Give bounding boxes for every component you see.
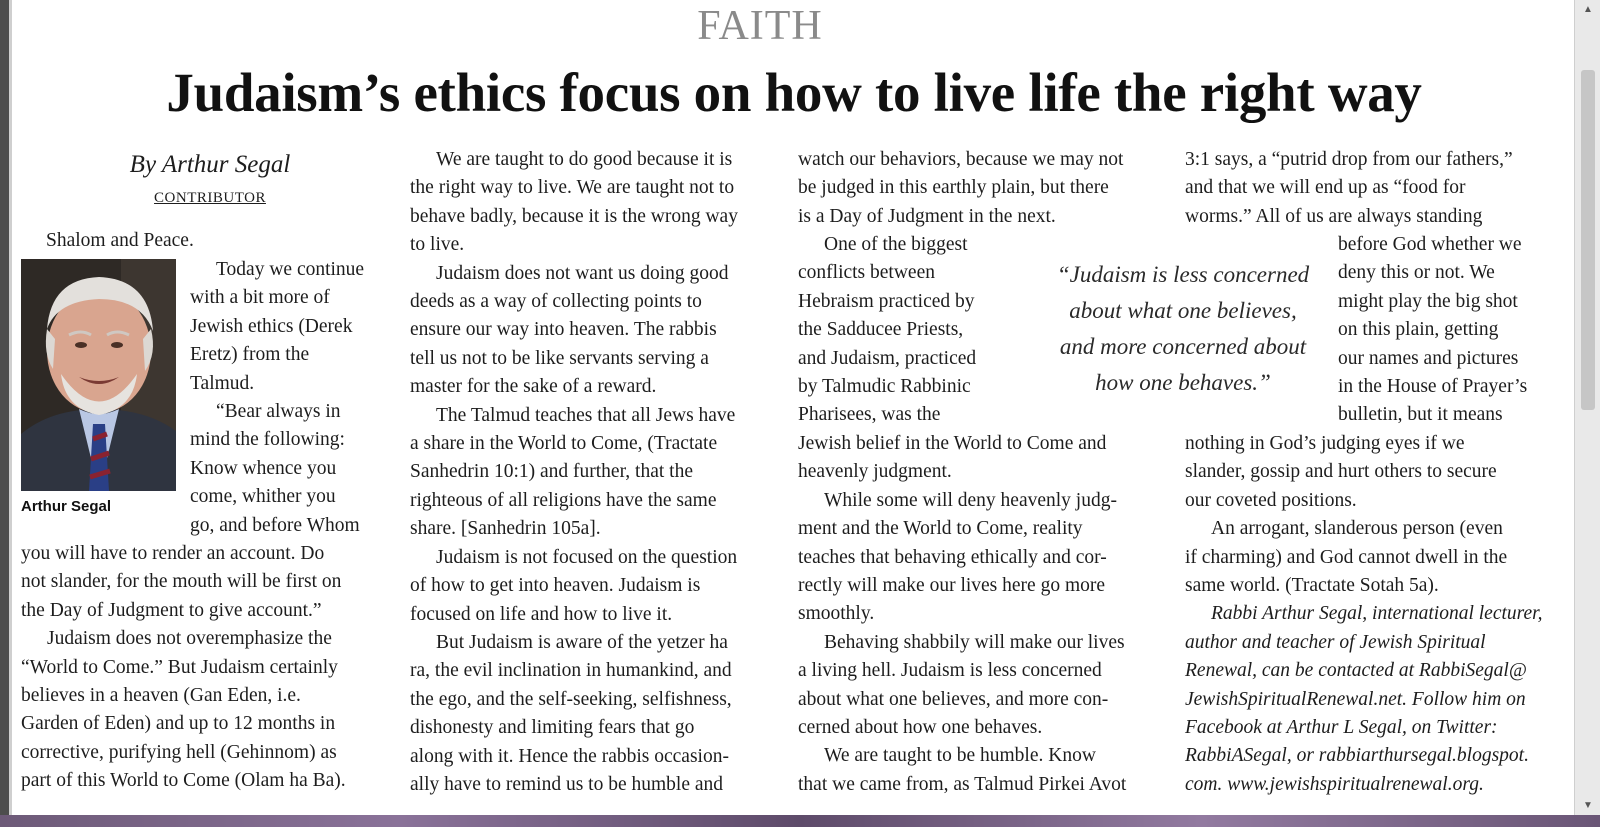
- paragraph-line: Judaism does not want us doing good: [436, 262, 729, 284]
- paragraph-line: a living hell. Judaism is less concerned: [798, 660, 1102, 682]
- author-photo: [21, 259, 176, 491]
- paragraph-line: ensure our way into heaven. The rabbis: [410, 319, 717, 341]
- article-column-2: [410, 146, 780, 799]
- paragraph-line: our coveted positions.: [1185, 489, 1357, 511]
- paragraph-line: same world. (Tractate Sotah 5a).: [1185, 575, 1439, 597]
- paragraph-line: Eretz) from the: [190, 344, 310, 366]
- paragraph-line: deny this or not. We: [1338, 262, 1495, 284]
- paragraph-line: with a bit more of: [190, 287, 330, 309]
- paragraph-line: you will have to render an account. Do: [21, 543, 325, 564]
- paragraph-line: Shalom and Peace.: [46, 230, 194, 251]
- paragraph-line: deeds as a way of collecting points to: [410, 291, 702, 313]
- desktop-background-strip: [0, 815, 1600, 827]
- paragraph-line: Judaism does not overemphasize the: [47, 628, 332, 650]
- author-bio-line: JewishSpiritualRenewal.net. Follow him on: [1185, 688, 1526, 710]
- article-column-1-body: [21, 540, 391, 796]
- paragraph-line: Judaism is not focused on the question: [436, 546, 738, 568]
- paragraph-line: slander, gossip and hurt others to secure: [1185, 461, 1497, 483]
- article-column-1-wrap: [190, 256, 390, 540]
- paragraph-line: Know whence you: [190, 457, 337, 479]
- scroll-up-icon[interactable]: ▲: [1583, 4, 1593, 15]
- paragraph-line: focused on life and how to live it.: [410, 603, 673, 625]
- paragraph-line: on this plain, getting: [1338, 319, 1499, 341]
- paragraph-line: ally have to remind us to be humble and: [410, 773, 724, 795]
- paragraph-line: along with it. Hence the rabbis occasion-: [410, 745, 729, 767]
- paragraph-line: tell us not to be like servants serving a: [410, 347, 709, 369]
- article-headline: Judaism’s ethics focus on how to live life the right way: [166, 62, 1422, 123]
- paragraph-line: by Talmudic Rabbinic: [798, 376, 971, 398]
- paragraph-line: about what one believes, and more con-: [798, 688, 1109, 710]
- paragraph-line: Hebraism practiced by: [798, 290, 975, 312]
- paragraph-line: the Day of Judgment to give account.”: [21, 599, 322, 621]
- article-column-4-top: [1185, 146, 1555, 231]
- pull-quote-line: about what one believes,: [1069, 298, 1297, 323]
- paragraph-line: behave badly, because it is the wrong way: [410, 205, 738, 227]
- article-column-1-lead: [46, 227, 346, 255]
- paragraph-line: rectly will make our lives here go more: [798, 575, 1106, 597]
- paragraph-line: master for the sake of a reward.: [410, 376, 657, 398]
- window-frame-inner: [9, 0, 12, 827]
- paragraph-line: While some will deny heavenly judg-: [824, 489, 1117, 511]
- scrollbar-thumb[interactable]: [1581, 70, 1595, 410]
- paragraph-line: not slander, for the mouth will be first on: [21, 571, 342, 593]
- paragraph-line: Jewish belief in the World to Come and: [798, 433, 1107, 454]
- paragraph-line: righteous of all religions have the same: [410, 489, 717, 511]
- paragraph-line: part of this World to Come (Olam ha Ba).: [21, 770, 346, 792]
- paragraph-line: nothing in God’s judging eyes if we: [1185, 433, 1465, 454]
- paragraph-line: go, and before Whom: [190, 514, 360, 536]
- author-portrait-image: [21, 259, 176, 491]
- paragraph-line: is a Day of Judgment in the next.: [798, 205, 1056, 227]
- author-bio-line: com. www.jewishspiritualrenewal.org.: [1185, 773, 1484, 795]
- paragraph-line: the Sadducee Priests,: [798, 319, 964, 341]
- paragraph-line: Garden of Eden) and up to 12 months in: [21, 713, 336, 735]
- paragraph-line: to live.: [410, 234, 465, 256]
- paragraph-line: if charming) and God cannot dwell in the: [1185, 546, 1508, 568]
- paragraph-line: come, whither you: [190, 486, 336, 508]
- paragraph-line: But Judaism is aware of the yetzer ha: [436, 631, 728, 653]
- author-bio-line: RabbiASegal, or rabbiarthursegal.blogspot.: [1185, 745, 1529, 767]
- article-column-4-wrap: [1338, 231, 1563, 430]
- paragraph-line: bulletin, but it means: [1338, 404, 1503, 426]
- author-bio-line: Rabbi Arthur Segal, international lecturer,: [1211, 603, 1543, 625]
- paragraph-line: Jewish ethics (Derek: [190, 315, 353, 337]
- paragraph-line: We are taught to do good because it is: [436, 149, 733, 170]
- byline-role: CONTRIBUTOR: [154, 190, 266, 206]
- vertical-scrollbar[interactable]: [1574, 0, 1600, 827]
- paragraph-line: our names and pictures: [1338, 347, 1519, 369]
- paragraph-line: smoothly.: [798, 603, 875, 625]
- section-heading: FAITH: [697, 3, 823, 49]
- paragraph-line: ment and the World to Come, reality: [798, 518, 1083, 540]
- paragraph-line: Behaving shabbily will make our lives: [824, 631, 1125, 653]
- paragraph-line: watch our behaviors, because we may not: [798, 149, 1124, 170]
- paragraph-line: “Bear always in: [216, 401, 341, 423]
- paragraph-line: Talmud.: [190, 372, 255, 394]
- paragraph-line: 3:1 says, a “putrid drop from our fathers,”: [1185, 149, 1513, 170]
- paragraph-line: The Talmud teaches that all Jews have: [436, 404, 736, 426]
- window-frame-left: [0, 0, 9, 827]
- paragraph-line: conflicts between: [798, 262, 935, 284]
- paragraph-line: a share in the World to Come, (Tractate: [410, 433, 718, 455]
- article-column-3-top: [798, 146, 1168, 231]
- paragraph-line: We are taught to be humble. Know: [824, 745, 1096, 767]
- scroll-down-icon[interactable]: ▼: [1583, 800, 1593, 811]
- author-bio-line: Renewal, can be contacted at RabbiSegal@: [1185, 660, 1527, 682]
- author-bio-line: Facebook at Arthur L Segal, on Twitter:: [1185, 717, 1498, 739]
- paragraph-line: mind the following:: [190, 429, 345, 451]
- paragraph-line: the right way to live. We are taught not to: [410, 177, 735, 199]
- author-bio-line: author and teacher of Jewish Spiritual: [1185, 631, 1486, 653]
- article-column-3-body: [798, 430, 1168, 799]
- article-column-3-wrap: [798, 231, 1028, 430]
- paragraph-line: ra, the evil inclination in humankind, and: [410, 660, 732, 682]
- paragraph-line: dishonesty and limiting fears that go: [410, 717, 695, 739]
- paragraph-line: might play the big shot: [1338, 290, 1518, 312]
- paragraph-line: Today we continue: [216, 259, 365, 280]
- paragraph-line: worms.” All of us are always standing: [1185, 205, 1483, 227]
- paragraph-line: that we came from, as Talmud Pirkei Avot: [798, 773, 1127, 795]
- paragraph-line: share. [Sanhedrin 105a].: [410, 518, 601, 540]
- photo-caption: Arthur Segal: [21, 498, 112, 515]
- paragraph-line: of how to get into heaven. Judaism is: [410, 575, 701, 597]
- paragraph-line: before God whether we: [1338, 234, 1522, 255]
- pull-quote-line: how one behaves.”: [1095, 370, 1271, 395]
- paragraph-line: and that we will end up as “food for: [1185, 177, 1466, 199]
- paragraph-line: teaches that behaving ethically and cor-: [798, 546, 1107, 568]
- pull-quote: [1033, 257, 1333, 401]
- article-column-4-body: [1185, 430, 1555, 799]
- paragraph-line: “World to Come.” But Judaism certainly: [21, 656, 338, 678]
- pull-quote-line: and more concerned about: [1059, 334, 1307, 359]
- paragraph-line: heavenly judgment.: [798, 461, 952, 483]
- paragraph-line: believes in a heaven (Gan Eden, i.e.: [21, 685, 301, 707]
- paragraph-line: the ego, and the self-seeking, selfishness,: [410, 688, 732, 710]
- paragraph-line: An arrogant, slanderous person (even: [1211, 518, 1503, 540]
- pull-quote-line: “Judaism is less concerned: [1056, 262, 1310, 287]
- paragraph-line: cerned about how one behaves.: [798, 717, 1043, 739]
- paragraph-line: Sanhedrin 10:1) and further, that the: [410, 461, 693, 483]
- paragraph-line: corrective, purifying hell (Gehinnom) as: [21, 741, 337, 763]
- paragraph-line: One of the biggest: [824, 234, 968, 255]
- paragraph-line: Pharisees, was the: [798, 404, 941, 426]
- paragraph-line: and Judaism, practiced: [798, 347, 977, 369]
- byline: By Arthur Segal: [129, 151, 291, 178]
- paragraph-line: be judged in this earthly plain, but there: [798, 177, 1109, 199]
- paragraph-line: in the House of Prayer’s: [1338, 376, 1528, 398]
